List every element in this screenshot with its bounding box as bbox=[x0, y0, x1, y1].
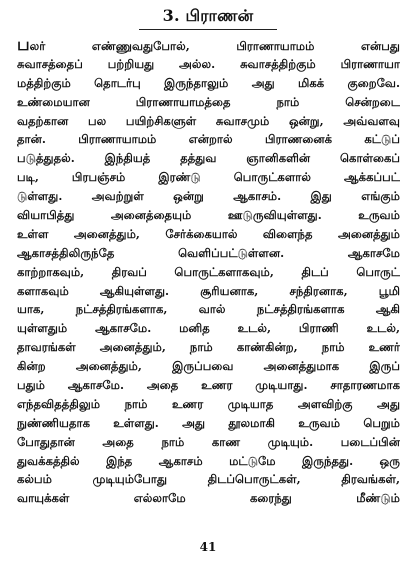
text-line: சுவாசத்தைப் பற்றியது அல்ல. சுவாசத்திற்கும் பிராணாயா bbox=[17, 56, 400, 71]
chapter-title: 3. பிராணன் bbox=[162, 6, 254, 25]
text-line: படி, பிரபஞ்சம் இரண்டு பொருட்களால் ஆக்கப்பட் bbox=[17, 170, 400, 185]
text-line: கின்ற அனைத்தும், இருப்பவை அனைத்துமாக இருப் bbox=[17, 359, 400, 374]
text-line: காற்றாகவும், திரவப் பொருட்களாகவும், திடப் பொருட் bbox=[17, 264, 400, 279]
text-line: ஆகாசத்திலிருந்தே வெளிப்பட்டுள்ளன. ஆகாசமே bbox=[17, 245, 400, 260]
text-line: தான். பிராணாயாமம் என்றால் பிராணனைக் கட்டுப் bbox=[17, 132, 400, 147]
body-text bbox=[17, 36, 400, 508]
text-line: வாயுக்கள் எல்லாமே கரைந்து மீண்டும் bbox=[17, 491, 400, 506]
dropcap-letter: ப bbox=[17, 36, 30, 55]
title-underline bbox=[139, 29, 277, 30]
text-line bbox=[17, 36, 400, 55]
text-line: டுள்ளது. அவற்றுள் ஒன்று ஆகாசம். இது எங்கும் bbox=[17, 189, 400, 204]
text-line-content: லர் எண்ணுவதுபோல், பிராணாயாமம் என்பது bbox=[29, 39, 400, 53]
text-line: பதும் ஆகாசமே. அதை உணர முடியாது. சாதாரணமாக bbox=[17, 378, 400, 393]
page-number: 41 bbox=[199, 540, 217, 554]
text-line: துவக்கத்தில் இந்த ஆகாசம் மட்டுமே இருந்தது. ஒரு bbox=[17, 453, 400, 468]
text-line: உள்ள அனைத்தும், சேர்க்கையால் விளைந்த அனைத்தும் bbox=[17, 226, 400, 241]
text-line: களாகவும் ஆகியுள்ளது. சூரியனாக, சந்திரனாக, பூமி bbox=[17, 283, 400, 298]
text-line: படுத்துதல். இந்தியத் தத்துவ ஞானிகளின் கொள்கைப் bbox=[17, 151, 400, 166]
text-line: கல்பம் முடியும்போது திடப்பொருட்கள், திரவங்கள், bbox=[17, 472, 400, 487]
text-line: யாக, நட்சத்திரங்களாக, வால் நட்சத்திரங்களாக ஆகி bbox=[17, 302, 400, 317]
text-line: உண்மையான பிராணாயாமத்தை நாம் சென்றடை bbox=[17, 94, 400, 109]
text-line: தாவரங்கள் அனைத்தும், நாம் காண்கின்ற, நாம் உணர் bbox=[17, 340, 400, 355]
text-line: போதுதான் அதை நாம் காண முடியும். படைப்பின் bbox=[17, 434, 400, 449]
text-line: வியாபித்து அனைத்தையும் ஊடுருவியுள்ளது. உருவம் bbox=[17, 208, 400, 223]
text-line: மத்திற்கும் தொடர்பு இருந்தாலும் அது மிகக் குறைவே. bbox=[17, 75, 400, 90]
text-line: வதற்கான பல பயிற்சிகளுள் சுவாசமும் ஒன்று, அவ்வளவு bbox=[17, 113, 400, 128]
text-line: எந்தவிதத்திலும் நாம் உணர முடியாத அளவிற்கு அது bbox=[17, 396, 400, 411]
text-line: யுள்ளதும் ஆகாசமே. மனித உடல், பிராணி உடல், bbox=[17, 321, 400, 336]
text-line: நுண்ணியதாக உள்ளது. அது தூலமாகி உருவம் பெறும் bbox=[17, 415, 400, 430]
